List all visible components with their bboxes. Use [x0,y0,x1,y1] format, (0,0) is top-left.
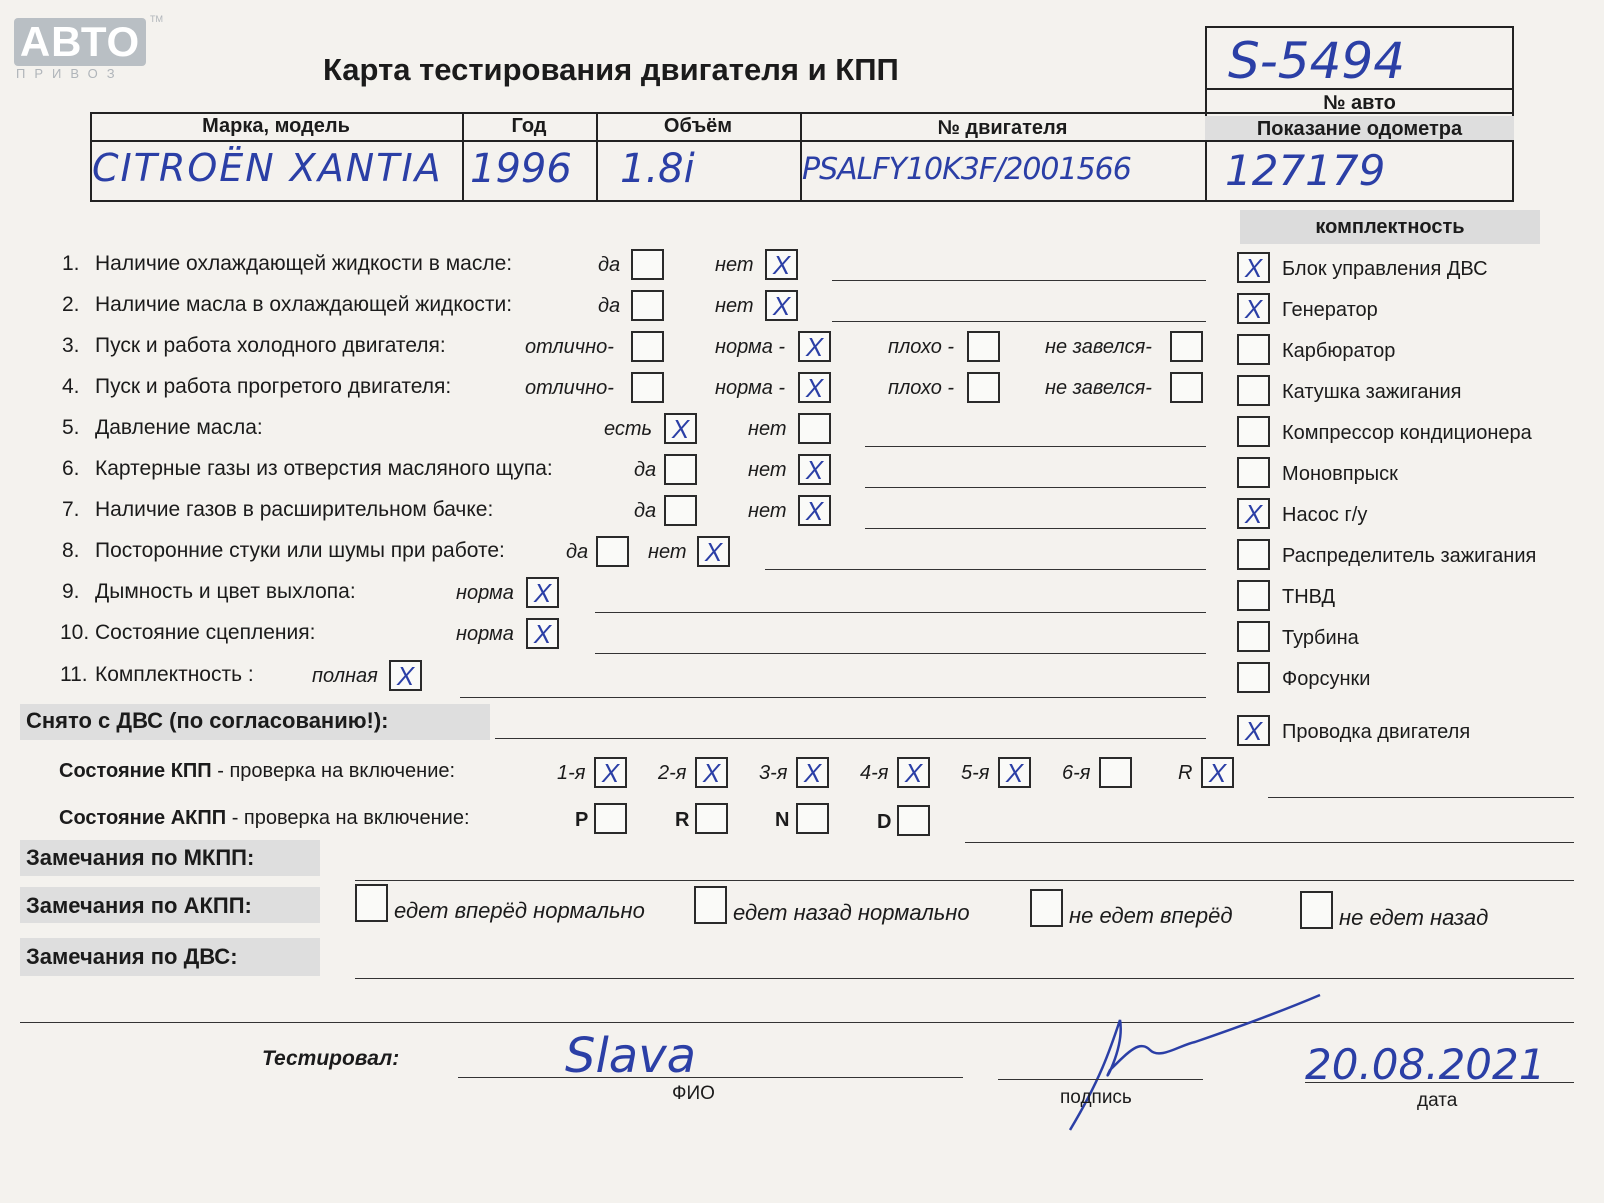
q4-opt1-checkbox[interactable] [631,372,664,403]
q6-opt2-label: нет [748,459,787,481]
tester-name-line [458,1077,963,1078]
completeness-checkbox-ac-compressor[interactable] [1237,416,1270,447]
q9-number: 9. [62,580,80,603]
akpp-label [59,807,470,830]
q3-opt2-checkbox[interactable] [798,331,831,362]
kpp-gear-r-mark: X [1208,758,1227,788]
completeness-mark-power-steering-pump: X [1244,499,1263,529]
tested-by-label: Тестировал: [262,1047,400,1070]
akpp-no-forward-checkbox[interactable] [1030,889,1063,927]
q10-comment-line [595,653,1206,654]
year-header: Год [511,115,547,137]
q7-opt2-label: нет [748,500,787,522]
q7-opt2-mark: X [805,496,824,526]
brand-logo-subtitle: ПРИВОЗ [16,66,124,81]
completeness-checkbox-injectors[interactable] [1237,662,1270,693]
q8-number: 8. [62,539,80,562]
q5-opt2-label: нет [748,418,787,440]
q2-number: 2. [62,293,80,316]
q4-opt3-checkbox[interactable] [967,372,1000,403]
notes-dvs-line [355,978,1574,979]
akpp-mode-n-checkbox[interactable] [796,803,829,834]
akpp-mode-p-label: P [575,809,589,831]
notes-extra-line [20,1022,1574,1023]
q4-opt4-checkbox[interactable] [1170,372,1203,403]
odometer-header: Показание одометра [1256,118,1463,140]
q9-text: Дымность и цвет выхлопа: [95,580,356,603]
q7-opt2-checkbox[interactable] [798,495,831,526]
q9-opt1-checkbox[interactable] [526,577,559,608]
q4-opt4-label: не завелся- [1045,377,1152,399]
q9-opt1-label: норма [456,582,514,604]
q11-opt1-checkbox[interactable] [389,660,422,691]
completeness-mark-engine-wiring: X [1244,716,1263,746]
q7-comment-line [865,528,1206,529]
q9-opt1-mark: X [533,578,552,608]
q11-opt1-mark: X [396,661,415,691]
kpp-gear-1-checkbox[interactable] [594,757,627,788]
q1-comment-line [832,280,1206,281]
q4-text: Пуск и работа прогретого двигателя: [95,375,452,398]
make-header: Марка, модель [202,115,350,137]
q11-text: Комплектность : [95,663,254,686]
kpp-gear-6-label: 6-я [1062,762,1091,784]
signature-label: подпись [1060,1087,1132,1108]
kpp-gear-r-label: R [1178,762,1193,784]
q4-number: 4. [62,375,80,398]
q9-comment-line [595,612,1206,613]
signature-line [998,1079,1203,1080]
akpp-mode-r-checkbox[interactable] [695,803,728,834]
q10-opt1-mark: X [533,619,552,649]
q8-comment-line [765,569,1206,570]
q4-opt2-label: норма - [715,377,786,399]
notes-mkpp-label: Замечания по МКПП: [26,845,255,870]
q4-opt2-mark: X [805,373,824,403]
date-label: дата [1417,1090,1458,1111]
completeness-checkbox-ignition-coil[interactable] [1237,375,1270,406]
car-number-value: S-5494 [1228,32,1406,90]
q5-opt2-checkbox[interactable] [798,413,831,444]
akpp-no-backward-checkbox[interactable] [1300,891,1333,929]
kpp-label-rest: - проверка на включение: [211,760,456,782]
car-number-label: № авто [1323,92,1396,114]
kpp-gear-2-mark: X [702,758,721,788]
q1-opt2-checkbox[interactable] [765,249,798,280]
signature [1040,990,1340,1140]
tester-name: Slava [565,1028,697,1084]
q1-opt1-label: да [598,254,621,276]
akpp-backward-ok-checkbox[interactable] [694,886,727,924]
kpp-comment-line [1268,797,1574,798]
q1-opt1-checkbox[interactable] [631,249,664,280]
brand-logo: АВТО [14,18,146,66]
q10-opt1-label: норма [456,623,514,645]
signature-stroke [1070,995,1320,1130]
completeness-mark-ecu: X [1244,253,1263,283]
kpp-gear-r-checkbox[interactable] [1201,757,1234,788]
kpp-gear-2-checkbox[interactable] [695,757,728,788]
engine-header: № двигателя [937,117,1068,139]
akpp-forward-ok-checkbox[interactable] [355,884,388,922]
q6-opt2-mark: X [805,455,824,485]
q5-text: Давление масла: [95,416,263,439]
akpp-label-rest: - проверка на включение: [226,807,470,829]
q5-opt1-checkbox[interactable] [664,413,697,444]
q1-number: 1. [62,252,80,275]
completeness-label-carburetor: Карбюратор [1282,340,1396,362]
q2-comment-line [832,321,1206,322]
akpp-forward-ok-label: едет вперёд нормально [394,898,645,923]
kpp-gear-3-mark: X [803,758,822,788]
completeness-checkbox-distributor[interactable] [1237,539,1270,570]
removed-line [495,738,1206,739]
q8-opt2-mark: X [704,537,723,567]
q3-opt4-label: не завелся- [1045,336,1152,358]
completeness-label-engine-wiring: Проводка двигателя [1282,721,1471,743]
completeness-checkbox-engine-wiring[interactable] [1237,715,1270,746]
akpp-comment-line [965,842,1574,843]
trademark-mark: TM [150,14,163,24]
q3-opt3-checkbox[interactable] [967,331,1000,362]
completeness-label-generator: Генератор [1282,299,1378,321]
completeness-checkbox-generator[interactable] [1237,293,1270,324]
completeness-label-distributor: Распределитель зажигания [1282,545,1537,567]
q11-comment-line [460,697,1206,698]
completeness-label-ac-compressor: Компрессор кондиционера [1282,422,1532,444]
q11-number: 11. [60,663,88,686]
q7-number: 7. [62,498,80,521]
q6-opt1-checkbox[interactable] [664,454,697,485]
akpp-label-bold: Состояние АКПП [59,807,227,829]
completeness-label-power-steering-pump: Насос г/у [1282,504,1368,526]
q3-opt2-label: норма - [715,336,786,358]
q8-opt1-label: да [566,541,589,563]
odometer-value: 127179 [1225,146,1386,195]
akpp-no-forward-label: не едет вперёд [1069,903,1233,928]
completeness-label-injection-pump: ТНВД [1282,586,1336,608]
q3-number: 3. [62,334,80,357]
q6-text: Картерные газы из отверстия масляного щупа: [95,457,553,480]
notes-mkpp-line [355,880,1574,881]
q8-text: Посторонние стуки или шумы при работе: [95,539,505,562]
q6-opt2-checkbox[interactable] [798,454,831,485]
q8-opt2-label: нет [648,541,687,563]
q5-opt1-mark: X [671,414,690,444]
completeness-checkbox-injection-pump[interactable] [1237,580,1270,611]
q2-opt2-checkbox[interactable] [765,290,798,321]
notes-akpp-label: Замечания по АКПП: [26,893,252,918]
q3-text: Пуск и работа холодного двигателя: [95,334,446,357]
q7-text: Наличие газов в расширительном бачке: [95,498,494,521]
completeness-label-ignition-coil: Катушка зажигания [1282,381,1462,403]
q2-text: Наличие масла в охлаждающей жидкости: [95,293,513,316]
akpp-backward-ok-label: едет назад нормально [733,900,970,925]
completeness-label-ecu: Блок управления ДВС [1282,258,1488,280]
q10-number: 10. [60,621,90,644]
kpp-gear-4-label: 4-я [860,762,889,784]
q5-opt1-label: есть [604,418,653,440]
q3-opt2-mark: X [805,332,824,362]
kpp-label-bold: Состояние КПП [59,760,212,782]
q1-opt2-mark: X [772,250,791,280]
kpp-label [59,760,455,783]
q10-text: Состояние сцепления: [95,621,316,644]
date-value: 20.08.2021 [1305,1040,1546,1089]
completeness-label-turbine: Турбина [1282,627,1359,649]
year-value: 1996 [470,146,572,192]
akpp-mode-d-checkbox[interactable] [897,805,930,836]
q6-comment-line [865,487,1206,488]
kpp-gear-6-checkbox[interactable] [1099,757,1132,788]
volume-header: Объём [663,115,733,137]
q11-opt1-label: полная [312,665,378,687]
notes-dvs-label: Замечания по ДВС: [26,944,238,969]
q6-opt1-label: да [634,459,657,481]
completeness-mark-generator: X [1244,294,1263,324]
kpp-gear-3-checkbox[interactable] [796,757,829,788]
q2-opt1-label: да [598,295,621,317]
completeness-label-mono-injection: Моновпрыск [1282,463,1398,485]
q2-opt2-label: нет [715,295,754,317]
q8-opt1-checkbox[interactable] [596,536,629,567]
q5-number: 5. [62,416,80,439]
completeness-checkbox-mono-injection[interactable] [1237,457,1270,488]
kpp-gear-1-mark: X [601,758,620,788]
akpp-no-backward-label: не едет назад [1339,905,1489,930]
q5-comment-line [865,446,1206,447]
completeness-checkbox-power-steering-pump[interactable] [1237,498,1270,529]
kpp-gear-1-label: 1-я [557,762,586,784]
q6-number: 6. [62,457,80,480]
completeness-checkbox-carburetor[interactable] [1237,334,1270,365]
q1-opt2-label: нет [715,254,754,276]
akpp-mode-p-checkbox[interactable] [594,803,627,834]
volume-value: 1.8i [620,146,695,192]
q8-opt2-checkbox[interactable] [697,536,730,567]
q10-opt1-checkbox[interactable] [526,618,559,649]
kpp-gear-5-mark: X [1005,758,1024,788]
akpp-mode-r-label: R [675,809,690,831]
kpp-gear-5-label: 5-я [961,762,990,784]
completeness-checkbox-ecu[interactable] [1237,252,1270,283]
q4-opt1-label: отлично- [525,377,614,399]
engine-value: PSALFY10K3F/2001566 [802,152,1131,187]
akpp-mode-n-label: N [775,809,790,831]
kpp-gear-5-checkbox[interactable] [998,757,1031,788]
completeness-checkbox-turbine[interactable] [1237,621,1270,652]
kpp-gear-3-label: 3-я [759,762,788,784]
removed-section-label: Снято с ДВС (по согласованию!): [26,708,389,733]
q3-opt4-checkbox[interactable] [1170,331,1203,362]
completeness-label-injectors: Форсунки [1282,668,1371,690]
q1-text: Наличие охлаждающей жидкости в масле: [95,252,513,275]
q3-opt1-label: отлично- [525,336,614,358]
q3-opt1-checkbox[interactable] [631,331,664,362]
q2-opt1-checkbox[interactable] [631,290,664,321]
document-title: Карта тестирования двигателя и КПП [323,52,899,87]
q2-opt2-mark: X [772,291,791,321]
date-line [1305,1082,1574,1083]
q4-opt3-label: плохо - [888,377,955,399]
akpp-mode-d-label: D [877,811,892,833]
q3-opt3-label: плохо - [888,336,955,358]
kpp-gear-4-checkbox[interactable] [897,757,930,788]
kpp-gear-2-label: 2-я [658,762,687,784]
make-value: CITROËN XANTIA [92,146,443,190]
fio-label: ФИО [672,1083,715,1104]
q4-opt2-checkbox[interactable] [798,372,831,403]
kpp-gear-4-mark: X [904,758,923,788]
completeness-title: комплектность [1240,210,1540,244]
q7-opt1-checkbox[interactable] [664,495,697,526]
q7-opt1-label: да [634,500,657,522]
